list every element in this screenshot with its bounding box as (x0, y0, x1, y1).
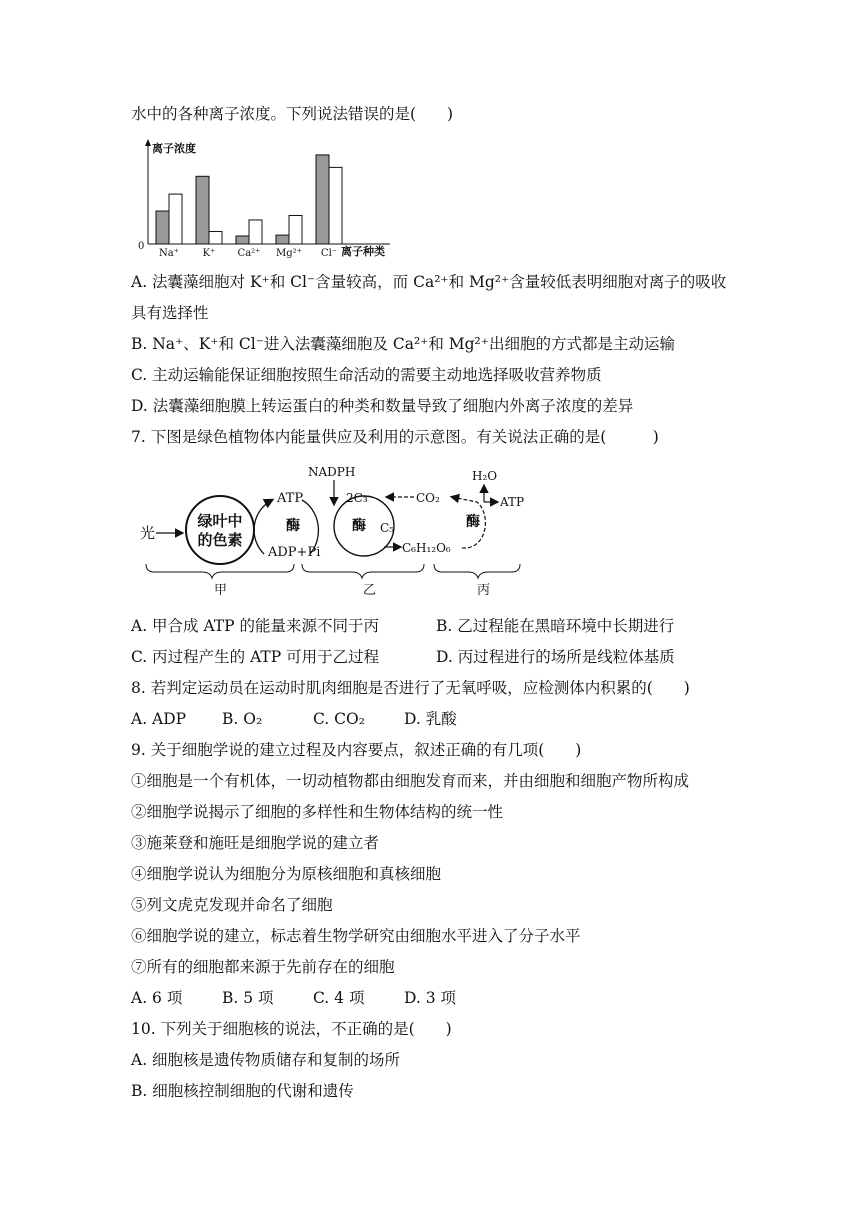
brace-jia (146, 564, 294, 578)
q9-item-5: ⑤列文虎克发现并命名了细胞 (131, 896, 333, 914)
q6-option-b: B. Na⁺、K⁺和 Cl⁻进入法囊藻细胞及 Ca²⁺和 Mg²⁺出细胞的方式都是主动运输 (131, 335, 675, 353)
enzyme-label-3: 酶 (466, 514, 480, 530)
atp-label: ATP (277, 491, 304, 506)
origin-label: 0 (138, 241, 145, 252)
enzyme-label-2: 酶 (352, 518, 366, 534)
co2-label: CO₂ (416, 491, 440, 505)
label-bing: 丙 (477, 583, 491, 598)
q6-option-d: D. 法囊藻细胞膜上转运蛋白的种类和数量导致了细胞内外离子浓度的差异 (131, 397, 634, 415)
q9-option-b: B. 5 项 (222, 989, 274, 1007)
bar-outside-0 (169, 194, 182, 244)
h2o-label: H₂O (472, 469, 498, 483)
category-label-0: Na⁺ (159, 248, 179, 259)
q9-item-2: ②细胞学说揭示了细胞的多样性和生物体结构的统一性 (131, 803, 504, 821)
bar-inside-2 (236, 236, 249, 244)
q10-stem: 10. 下列关于细胞核的说法，不正确的是( ) (131, 1020, 452, 1038)
q10-option-a: A. 细胞核是遗传物质储存和复制的场所 (131, 1051, 401, 1069)
q6-stem-tail: 水中的各种离子浓度。下列说法错误的是( ) (131, 105, 454, 123)
q7-option-a: A. 甲合成 ATP 的能量来源不同于丙 (131, 617, 380, 635)
q6-option-a-line2: 具有选择性 (131, 304, 209, 322)
q9-stem: 9. 关于细胞学说的建立过程及内容要点，叙述正确的有几项( ) (131, 741, 582, 759)
adp-pi-label: ADP+Pi (268, 545, 321, 560)
enzyme-label-1: 酶 (286, 518, 300, 534)
atp2-label: ATP (500, 495, 525, 509)
nadph-label: NADPH (308, 465, 356, 479)
q9-item-7: ⑦所有的细胞都来源于先前存在的细胞 (131, 958, 395, 976)
brace-bing (434, 564, 520, 578)
q7-option-c: C. 丙过程产生的 ATP 可用于乙过程 (131, 648, 380, 666)
q7-stem: 7. 下图是绿色植物体内能量供应及利用的示意图。有关说法正确的是( ) (131, 428, 659, 446)
category-label-3: Mg²⁺ (276, 248, 302, 259)
c3-label: 2C₃ (346, 491, 368, 505)
q9-option-a: A. 6 项 (131, 989, 183, 1007)
ion-concentration-chart (138, 138, 398, 260)
q8-option-a: A. ADP (131, 710, 187, 728)
brace-yi (302, 564, 424, 578)
label-jia: 甲 (214, 583, 228, 598)
light-label: 光 (140, 524, 156, 542)
y-axis-label: 离子浓度 (152, 142, 196, 155)
q8-option-d: D. 乳酸 (404, 710, 457, 728)
q8-option-c: C. CO₂ (313, 710, 365, 728)
pigment-label-2: 的色素 (197, 531, 243, 549)
q6-option-c: C. 主动运输能保证细胞按照生命活动的需要主动地选择吸收营养物质 (131, 366, 602, 384)
category-label-1: K⁺ (202, 248, 216, 259)
bar-inside-1 (196, 176, 209, 244)
pigment-label-1: 绿叶中 (197, 512, 243, 530)
q6-option-a-line1: A. 法囊藻细胞对 K⁺和 Cl⁻含量较高，而 Ca²⁺和 Mg²⁺含量较低表明细胞对离子的吸收 (131, 273, 727, 291)
glucose-label: C₆H₁₂O₆ (402, 541, 451, 555)
bar-outside-4 (329, 167, 342, 244)
category-label-2: Ca²⁺ (237, 248, 261, 259)
bar-inside-4 (316, 155, 329, 244)
pigment-circle (186, 496, 254, 564)
bar-outside-3 (289, 215, 302, 244)
q9-item-4: ④细胞学说认为细胞分为原核细胞和真核细胞 (131, 865, 442, 883)
bar-inside-3 (276, 235, 289, 244)
q7-option-b: B. 乙过程能在黑暗环境中长期进行 (436, 617, 675, 635)
x-axis-label: 离子种类 (341, 245, 385, 258)
energy-diagram (132, 460, 532, 600)
q9-option-c: C. 4 项 (313, 989, 365, 1007)
category-label-4: Cl⁻ (320, 248, 338, 259)
q9-item-6: ⑥细胞学说的建立，标志着生物学研究由细胞水平进入了分子水平 (131, 927, 581, 945)
bar-outside-2 (249, 220, 262, 244)
c5-label: C₅ (380, 521, 394, 535)
q7-option-d: D. 丙过程进行的场所是线粒体基质 (436, 648, 675, 666)
q8-option-b: B. O₂ (222, 710, 263, 728)
q9-option-d: D. 3 项 (404, 989, 457, 1007)
q9-item-1: ①细胞是一个有机体，一切动植物都由细胞发育而来，并由细胞和细胞产物所构成 (131, 772, 690, 790)
bar-inside-0 (156, 211, 169, 244)
label-yi: 乙 (363, 583, 377, 598)
y-axis-arrow (145, 139, 151, 146)
bar-outside-1 (209, 232, 222, 244)
q10-option-b: B. 细胞核控制细胞的代谢和遗传 (131, 1082, 354, 1100)
q8-stem: 8. 若判定运动员在运动时肌肉细胞是否进行了无氧呼吸，应检测体内积累的( ) (131, 679, 690, 697)
q9-item-3: ③施莱登和施旺是细胞学说的建立者 (131, 834, 380, 852)
